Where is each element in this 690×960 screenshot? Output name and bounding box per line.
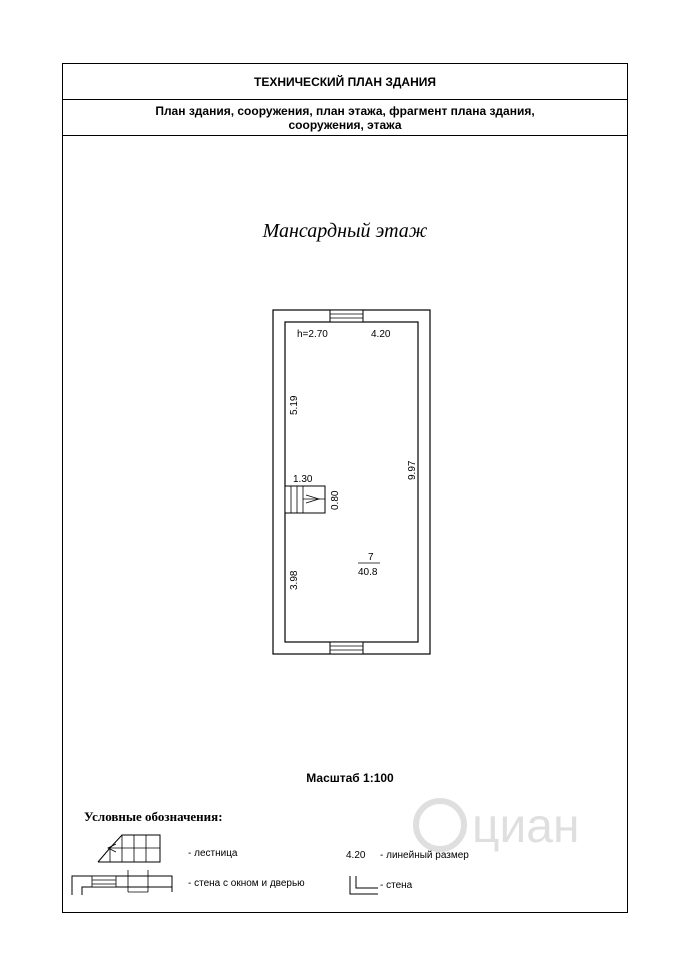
legend-stair-label: - лестница <box>188 848 238 859</box>
legend-title: Условные обозначения: <box>84 809 223 824</box>
room-number: 7 <box>368 552 374 563</box>
left-lower-length-label: 3.98 <box>289 570 300 590</box>
floor-title: Мансардный этаж <box>262 220 428 242</box>
top-window <box>330 310 363 322</box>
wall-with-window-door-icon <box>72 870 172 895</box>
stair-depth-label: 0.80 <box>330 490 341 510</box>
height-label: h=2.70 <box>297 329 328 340</box>
room-area: 40.8 <box>358 567 378 578</box>
top-width-label: 4.20 <box>371 329 391 340</box>
stair-width-label: 1.30 <box>293 474 313 485</box>
bottom-window <box>330 642 363 654</box>
staircase <box>285 486 325 513</box>
legend-wall-label: - стена <box>380 880 413 891</box>
legend-wall-window-door-label: - стена с окном и дверью <box>188 878 305 889</box>
right-length-label: 9.97 <box>407 460 418 480</box>
scale-label: Масштаб 1:100 <box>306 771 394 785</box>
document-title: ТЕХНИЧЕСКИЙ ПЛАН ЗДАНИЯ <box>63 64 627 100</box>
left-upper-length-label: 5.19 <box>289 395 300 415</box>
legend-linear-dimension-label: - линейный размер <box>380 850 469 861</box>
stair-icon <box>98 835 160 862</box>
linear-dimension-icon: 4.20 <box>346 850 366 861</box>
wall-corner-icon <box>350 876 378 894</box>
document-subtitle: План здания, сооружения, план этажа, фрагмент плана здания, сооружения, этажа <box>63 100 627 136</box>
svg-text:циан: циан <box>472 800 580 853</box>
